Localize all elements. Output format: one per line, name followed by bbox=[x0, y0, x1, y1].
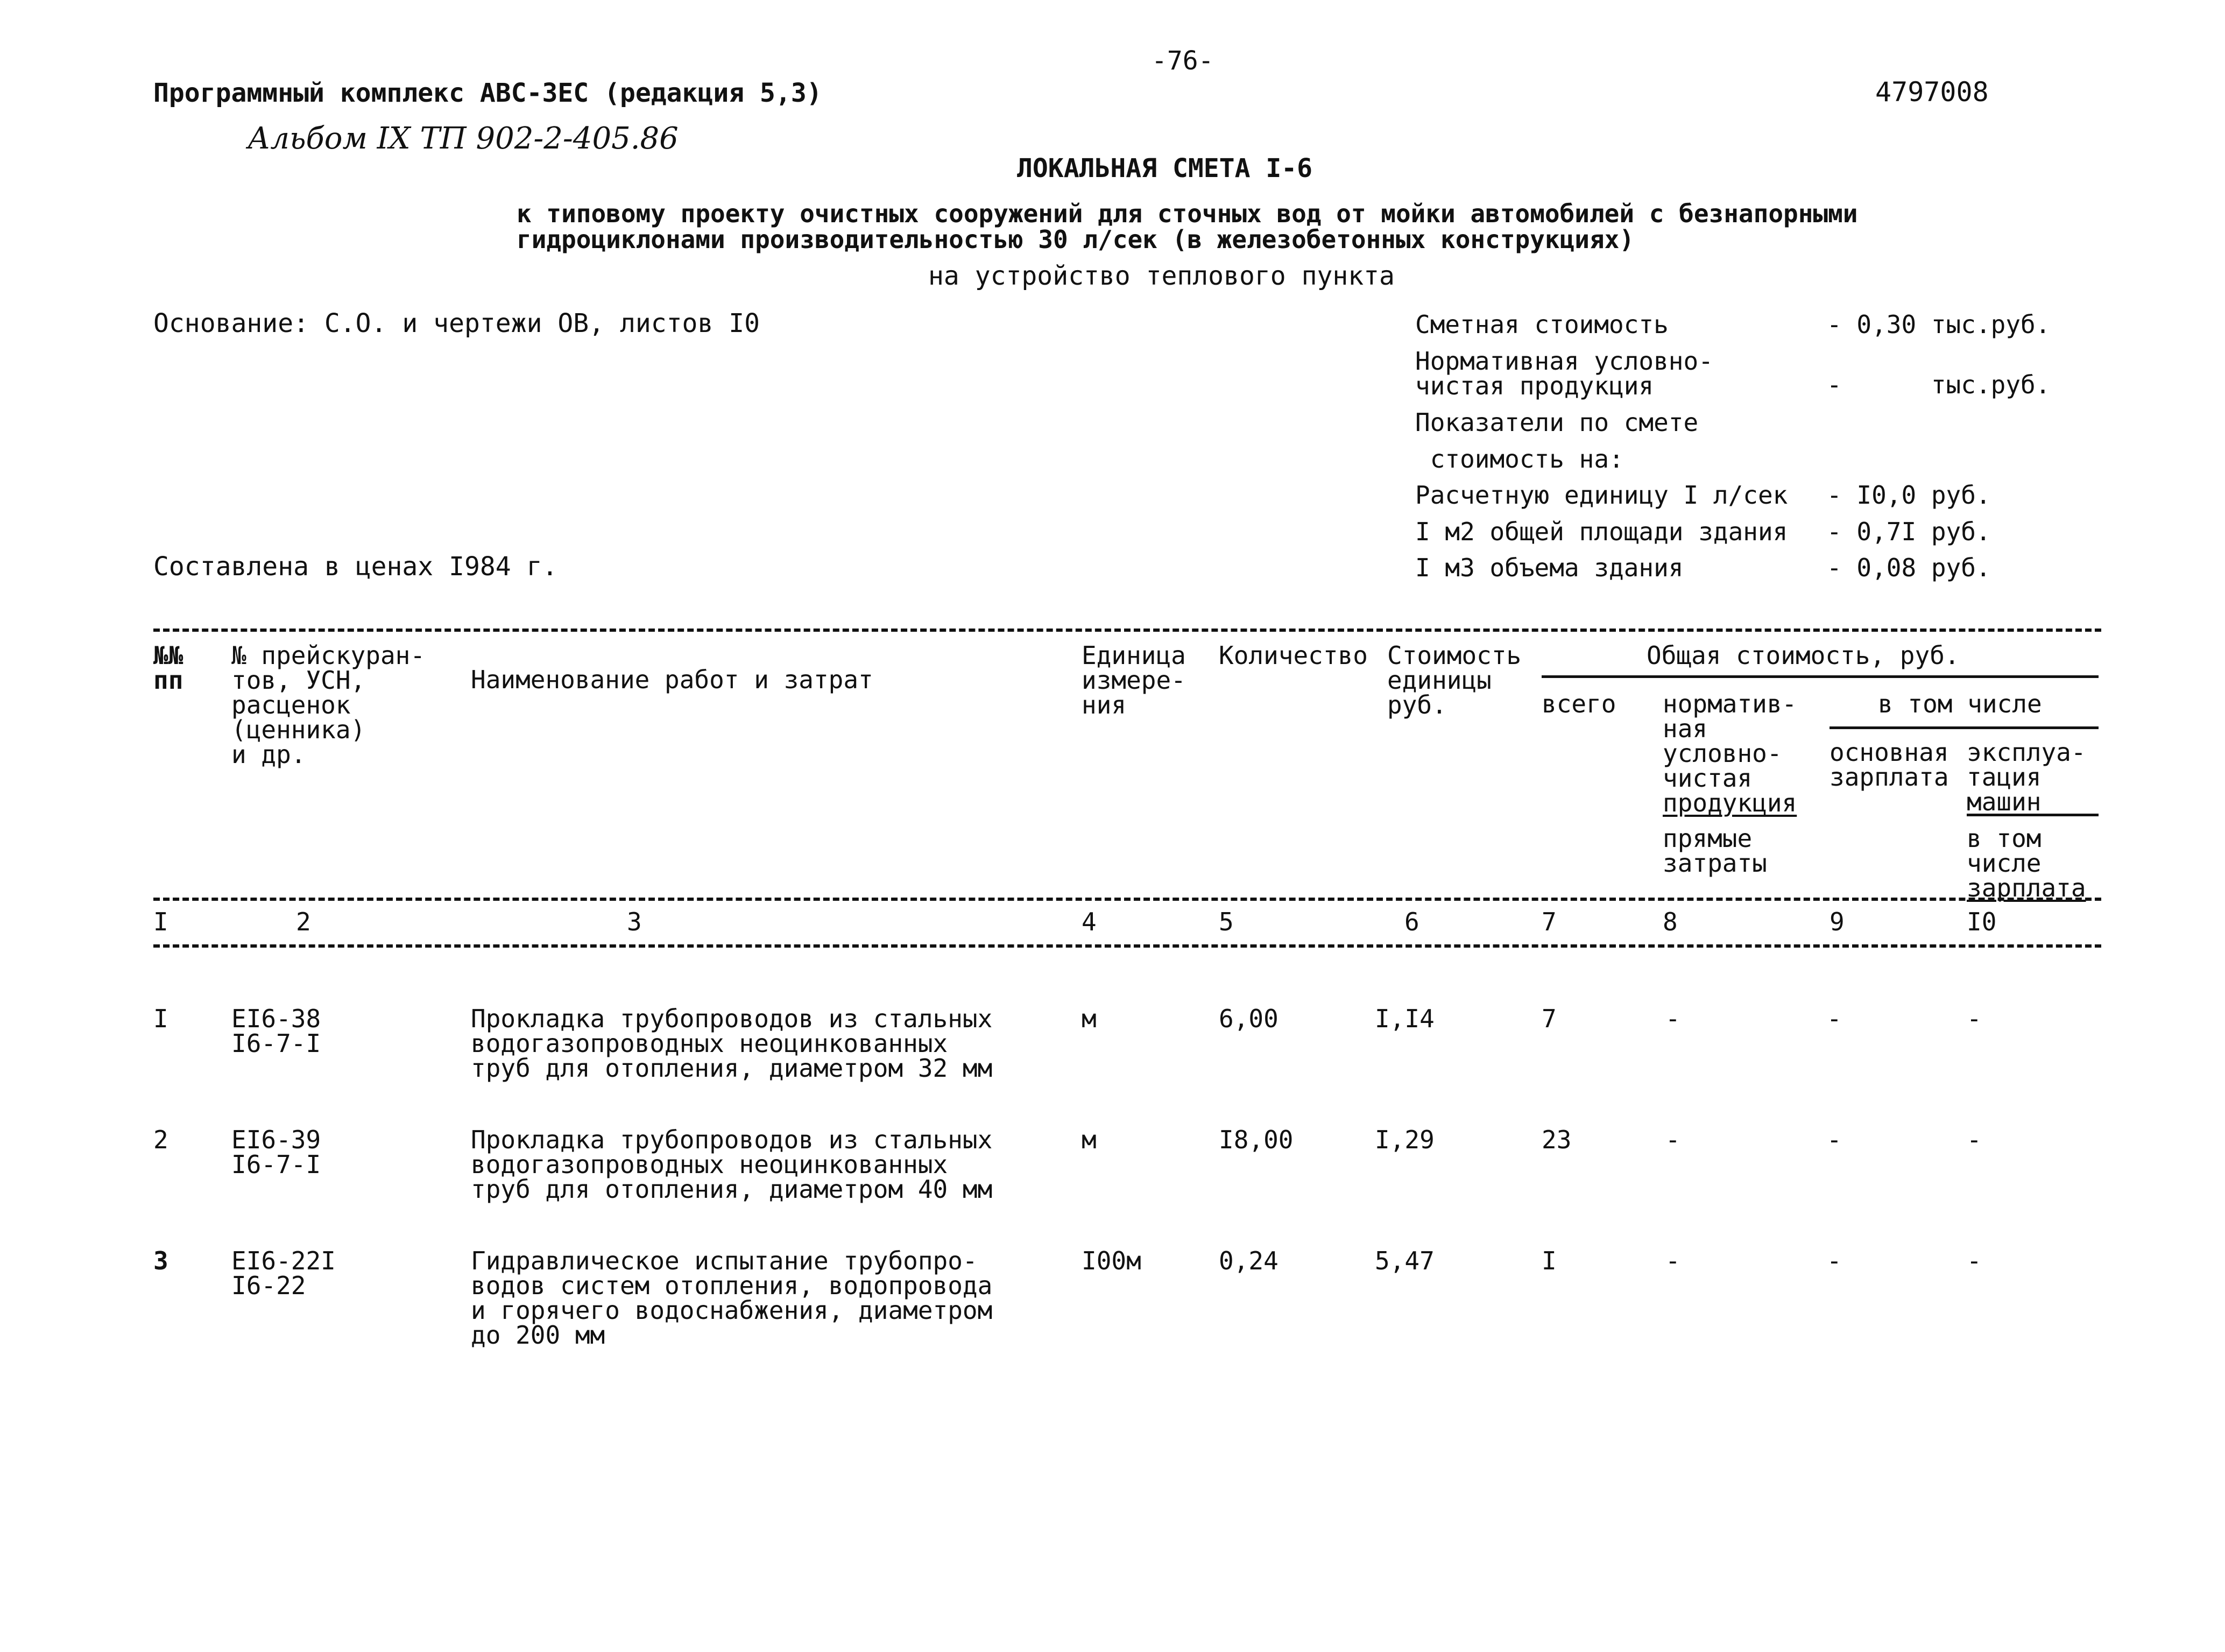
header-num: №№ пп bbox=[153, 641, 183, 695]
row-normative: - bbox=[1665, 1004, 1680, 1033]
header-name: Наименование работ и затрат bbox=[471, 665, 873, 694]
summary-value: - тыс.руб. bbox=[1827, 370, 2051, 399]
summary-label: стоимость на: bbox=[1415, 444, 1624, 474]
header-rule bbox=[1830, 726, 2099, 729]
header-machines: эксплуа- тация bbox=[1967, 738, 2086, 792]
column-number: 2 bbox=[296, 907, 311, 936]
header-bottom-rule bbox=[153, 898, 2101, 901]
row-number: 3 bbox=[153, 1246, 168, 1275]
header-direct-costs: прямые затраты bbox=[1663, 824, 1767, 878]
document-code: 4797008 bbox=[1875, 76, 1989, 108]
row-normative: - bbox=[1665, 1125, 1680, 1154]
header-normative-product: продукция bbox=[1663, 788, 1797, 817]
summary-label: Показатели по смете bbox=[1415, 408, 1699, 437]
summary-value: - I0,0 руб. bbox=[1827, 481, 1991, 510]
header-unit: Единица измере- ния bbox=[1082, 641, 1186, 719]
row-unit-price: I,I4 bbox=[1375, 1004, 1435, 1033]
prices-year-text: Составлена в ценах I984 г. bbox=[153, 552, 558, 582]
header-rule bbox=[1967, 814, 2099, 816]
row-quantity: I8,00 bbox=[1219, 1125, 1294, 1154]
row-number: I bbox=[153, 1004, 168, 1033]
summary-value: - 0,30 тыс.руб. bbox=[1827, 310, 2051, 339]
album-note: Альбом IX ТП 902-2-405.86 bbox=[248, 121, 679, 156]
column-number: 8 bbox=[1663, 907, 1678, 936]
row-total: 23 bbox=[1542, 1125, 1572, 1154]
row-total: 7 bbox=[1542, 1004, 1557, 1033]
column-numbers-rule bbox=[153, 944, 2101, 948]
summary-label: Расчетную единицу I л/сек bbox=[1415, 481, 1788, 510]
column-number: 9 bbox=[1830, 907, 1845, 936]
row-normative: - bbox=[1665, 1246, 1680, 1275]
row-quantity: 6,00 bbox=[1219, 1004, 1279, 1033]
header-machines-label: машин bbox=[1967, 787, 2042, 816]
row-name: Прокладка трубопроводов из стальных водогазопроводных неоцинкованных труб для отопления, диаметром 32 мм bbox=[471, 1004, 993, 1083]
column-number: I bbox=[153, 907, 168, 936]
row-machines: - bbox=[1967, 1125, 1982, 1154]
column-number: 3 bbox=[627, 907, 642, 936]
header-base-salary: основная зарплата bbox=[1830, 738, 1949, 792]
summary-label: Сметная стоимость bbox=[1415, 310, 1669, 339]
header-unit-price: Стоимость единицы руб. bbox=[1387, 641, 1522, 719]
header-normative: норматив- ная условно- чистая bbox=[1663, 689, 1797, 793]
header-including: в том числе bbox=[1878, 689, 2042, 718]
subtitle-line-1: к типовому проекту очистных сооружений для сточных вод от мойки автомобилей с безнапорными bbox=[517, 199, 1858, 228]
header-total: всего bbox=[1542, 689, 1616, 718]
row-code: ЕI6-39 I6-7-I bbox=[231, 1125, 321, 1179]
basis-text: Основание: С.О. и чертежи ОВ, листов I0 bbox=[153, 308, 760, 338]
header-including-wages: в том числе bbox=[1967, 824, 2042, 878]
column-number: 4 bbox=[1082, 907, 1097, 936]
header-quantity: Количество bbox=[1219, 641, 1368, 670]
column-number: 6 bbox=[1404, 907, 1419, 936]
subtitle-line-2: гидроциклонами производительностью 30 л/сек (в железобетонных конструкциях) bbox=[517, 225, 1635, 254]
column-number: 5 bbox=[1219, 907, 1234, 936]
table-top-rule bbox=[153, 629, 2101, 632]
row-number: 2 bbox=[153, 1125, 168, 1154]
estimate-title: ЛОКАЛЬНАЯ СМЕТА I-6 bbox=[1017, 153, 1313, 183]
row-machines: - bbox=[1967, 1246, 1982, 1275]
header-wages: зарплата bbox=[1967, 873, 2086, 902]
summary-value: - 0,08 руб. bbox=[1827, 553, 1991, 582]
summary-label: I м3 объема здания bbox=[1415, 553, 1684, 582]
header-code: № прейскуран- тов, УСН, расценок (ценника) и др. bbox=[231, 641, 426, 769]
row-unit: м bbox=[1082, 1004, 1097, 1033]
row-total: I bbox=[1542, 1246, 1557, 1275]
row-base-salary: - bbox=[1827, 1246, 1842, 1275]
row-code: ЕI6-22I I6-22 bbox=[231, 1246, 336, 1300]
column-number: I0 bbox=[1967, 907, 1997, 936]
header-total-cost: Общая стоимость, руб. bbox=[1647, 641, 1960, 670]
row-code: ЕI6-38 I6-7-I bbox=[231, 1004, 321, 1058]
row-name: Прокладка трубопроводов из стальных водогазопроводных неоцинкованных труб для отопления, диаметром 40 мм bbox=[471, 1125, 993, 1204]
summary-label: Нормативная условно- чистая продукция bbox=[1415, 347, 1713, 400]
row-unit: I00м bbox=[1082, 1246, 1141, 1275]
row-name: Гидравлическое испытание трубопро- водов систем отопления, водопровода и горячего водоснабжения, диаметром до 200 мм bbox=[471, 1246, 993, 1350]
header-rule bbox=[1542, 675, 2099, 678]
row-unit: м bbox=[1082, 1125, 1097, 1154]
row-unit-price: 5,47 bbox=[1375, 1246, 1435, 1275]
row-base-salary: - bbox=[1827, 1125, 1842, 1154]
row-machines: - bbox=[1967, 1004, 1982, 1033]
program-name: Программный комплекс АВС-3ЕС (редакция 5,3) bbox=[153, 78, 822, 108]
row-unit-price: I,29 bbox=[1375, 1125, 1435, 1154]
summary-value: - 0,7I руб. bbox=[1827, 517, 1991, 546]
page-number: -76- bbox=[1152, 46, 1214, 76]
column-number: 7 bbox=[1542, 907, 1557, 936]
subtitle-line-3: на устройство теплового пункта bbox=[928, 261, 1395, 291]
row-quantity: 0,24 bbox=[1219, 1246, 1279, 1275]
summary-label: I м2 общей площади здания bbox=[1415, 517, 1788, 546]
row-base-salary: - bbox=[1827, 1004, 1842, 1033]
